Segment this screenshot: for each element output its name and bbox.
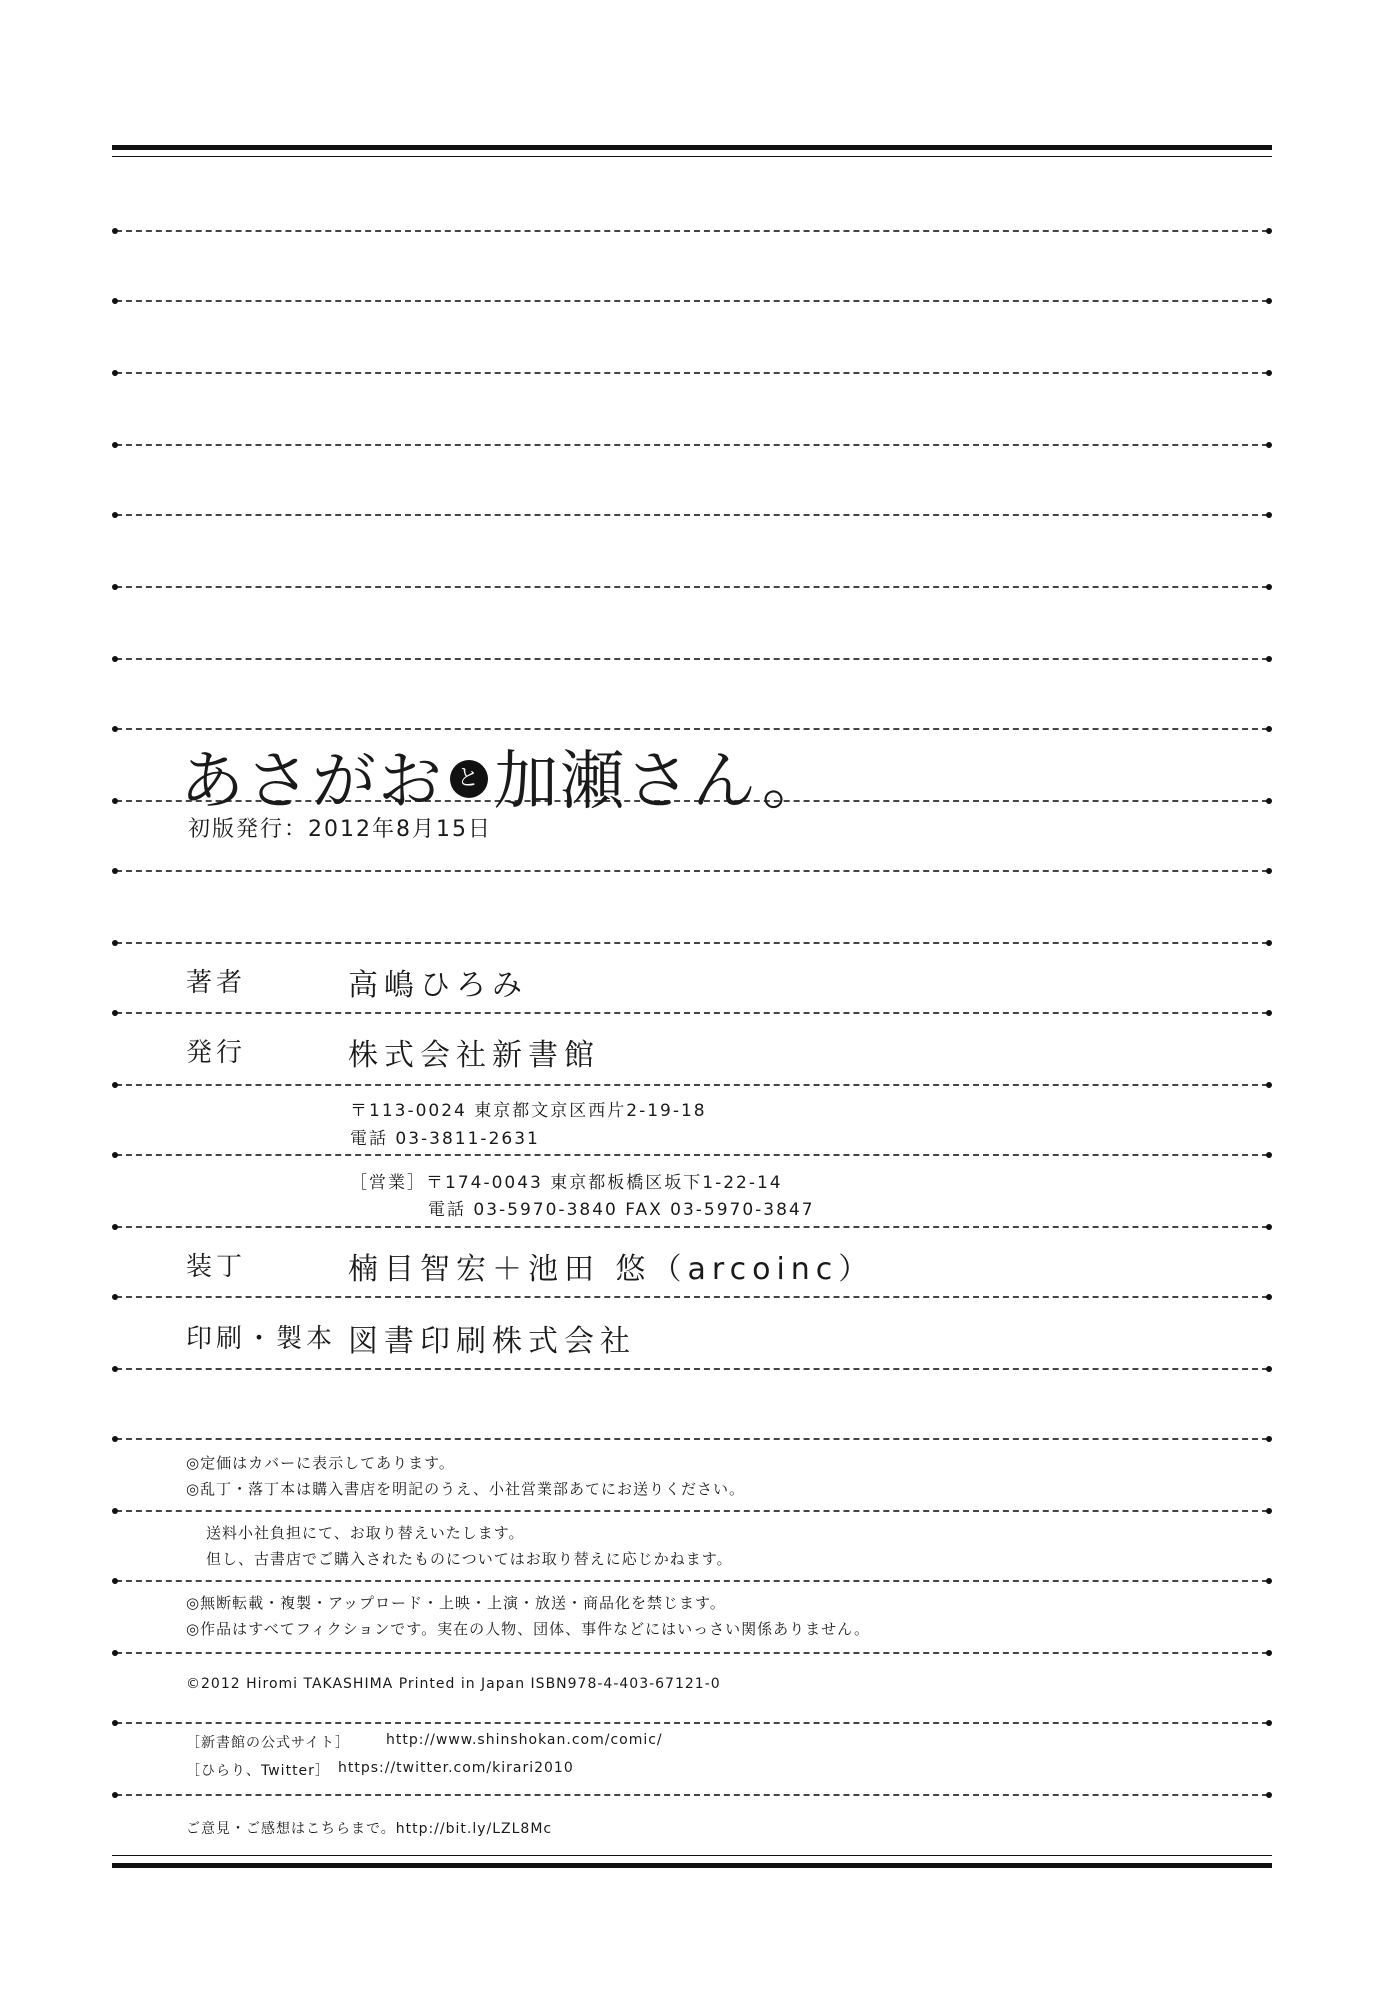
twitter-url-link[interactable]: https://twitter.com/kirari2010 [338,1760,574,1776]
dotted-line [116,1722,1268,1724]
dotted-line [116,1580,1268,1582]
design-value: 楠目智宏＋池田 悠（arcoinc） [348,1252,875,1287]
dotted-line [116,1794,1268,1796]
note-used-books: 但し、古書店でご購入されたものについてはお取り替えに応じかねます。 [206,1550,733,1568]
dotted-line [116,870,1268,872]
site-label: ［新書館の公式サイト］ [186,1735,351,1751]
sales-address: ［営業］〒174-0043 東京都板橋区坂下1-22-14 [350,1173,783,1193]
dotted-line [116,1438,1268,1440]
dotted-line [116,586,1268,588]
twitter-label: ［ひらり、Twitter］ [186,1763,330,1779]
dotted-line [116,230,1268,232]
dotted-line [116,1510,1268,1512]
note-shipping: 送料小社負担にて、お取り替えいたします。 [206,1524,525,1542]
top-rule-thick [112,145,1272,150]
dotted-line [116,1368,1268,1370]
printing-value: 図書印刷株式会社 [348,1324,636,1359]
dotted-line [116,658,1268,660]
design-label: 装丁 [186,1252,247,1282]
note-fiction: ◎作品はすべてフィクションです。実在の人物、団体、事件などにはいっさい関係ありません。 [186,1620,870,1638]
printing-label: 印刷・製本 [186,1324,337,1354]
dotted-line [116,372,1268,374]
feedback-line: ご意見・ご感想はこちらまで。http://bit.ly/LZL8Mc [186,1821,553,1837]
publisher-address: 〒113-0024 東京都文京区西片2-19-18 [350,1101,707,1121]
dotted-line [116,444,1268,446]
title-part2: 加瀬さん。 [494,745,828,819]
note-defects: ◎乱丁・落丁本は購入書店を明記のうえ、小社営業部あてにお送りください。 [186,1480,745,1498]
book-title [180,730,828,822]
note-price: ◎定価はカバーに表示してあります。 [186,1454,455,1472]
dotted-line [116,1226,1268,1228]
dotted-line [116,1652,1268,1654]
dotted-line [116,1296,1268,1298]
publisher-phone: 電話 03-3811-2631 [350,1129,540,1149]
dotted-line [116,1154,1268,1156]
bottom-rule-thin [112,1855,1272,1856]
title-part1: あさがお [180,745,444,819]
title-to-mark: と [450,760,488,798]
dotted-line [116,1012,1268,1014]
dotted-line [116,514,1268,516]
publisher-label: 発行 [186,1038,247,1068]
site-url-link[interactable]: http://www.shinshokan.com/comic/ [386,1732,663,1748]
dotted-line [116,942,1268,944]
note-copying: ◎無断転載・複製・アップロード・上映・上演・放送・商品化を禁じます。 [186,1594,726,1612]
top-rule-thin [112,156,1272,157]
author-label: 著者 [186,968,247,998]
dotted-line [116,300,1268,302]
copyright-line: ©2012 Hiromi TAKASHIMA Printed in Japan ISBN978-4-403-67121-0 [186,1676,721,1692]
bottom-rule-thick [112,1863,1272,1868]
author-value: 高嶋ひろみ [348,968,528,1003]
sales-phone: 電話 03-5970-3840 FAX 03-5970-3847 [428,1200,815,1220]
publisher-value: 株式会社新書館 [348,1038,600,1073]
first-edition-date: 初版発行：2012年8月15日 [188,817,492,842]
dotted-line [116,1084,1268,1086]
